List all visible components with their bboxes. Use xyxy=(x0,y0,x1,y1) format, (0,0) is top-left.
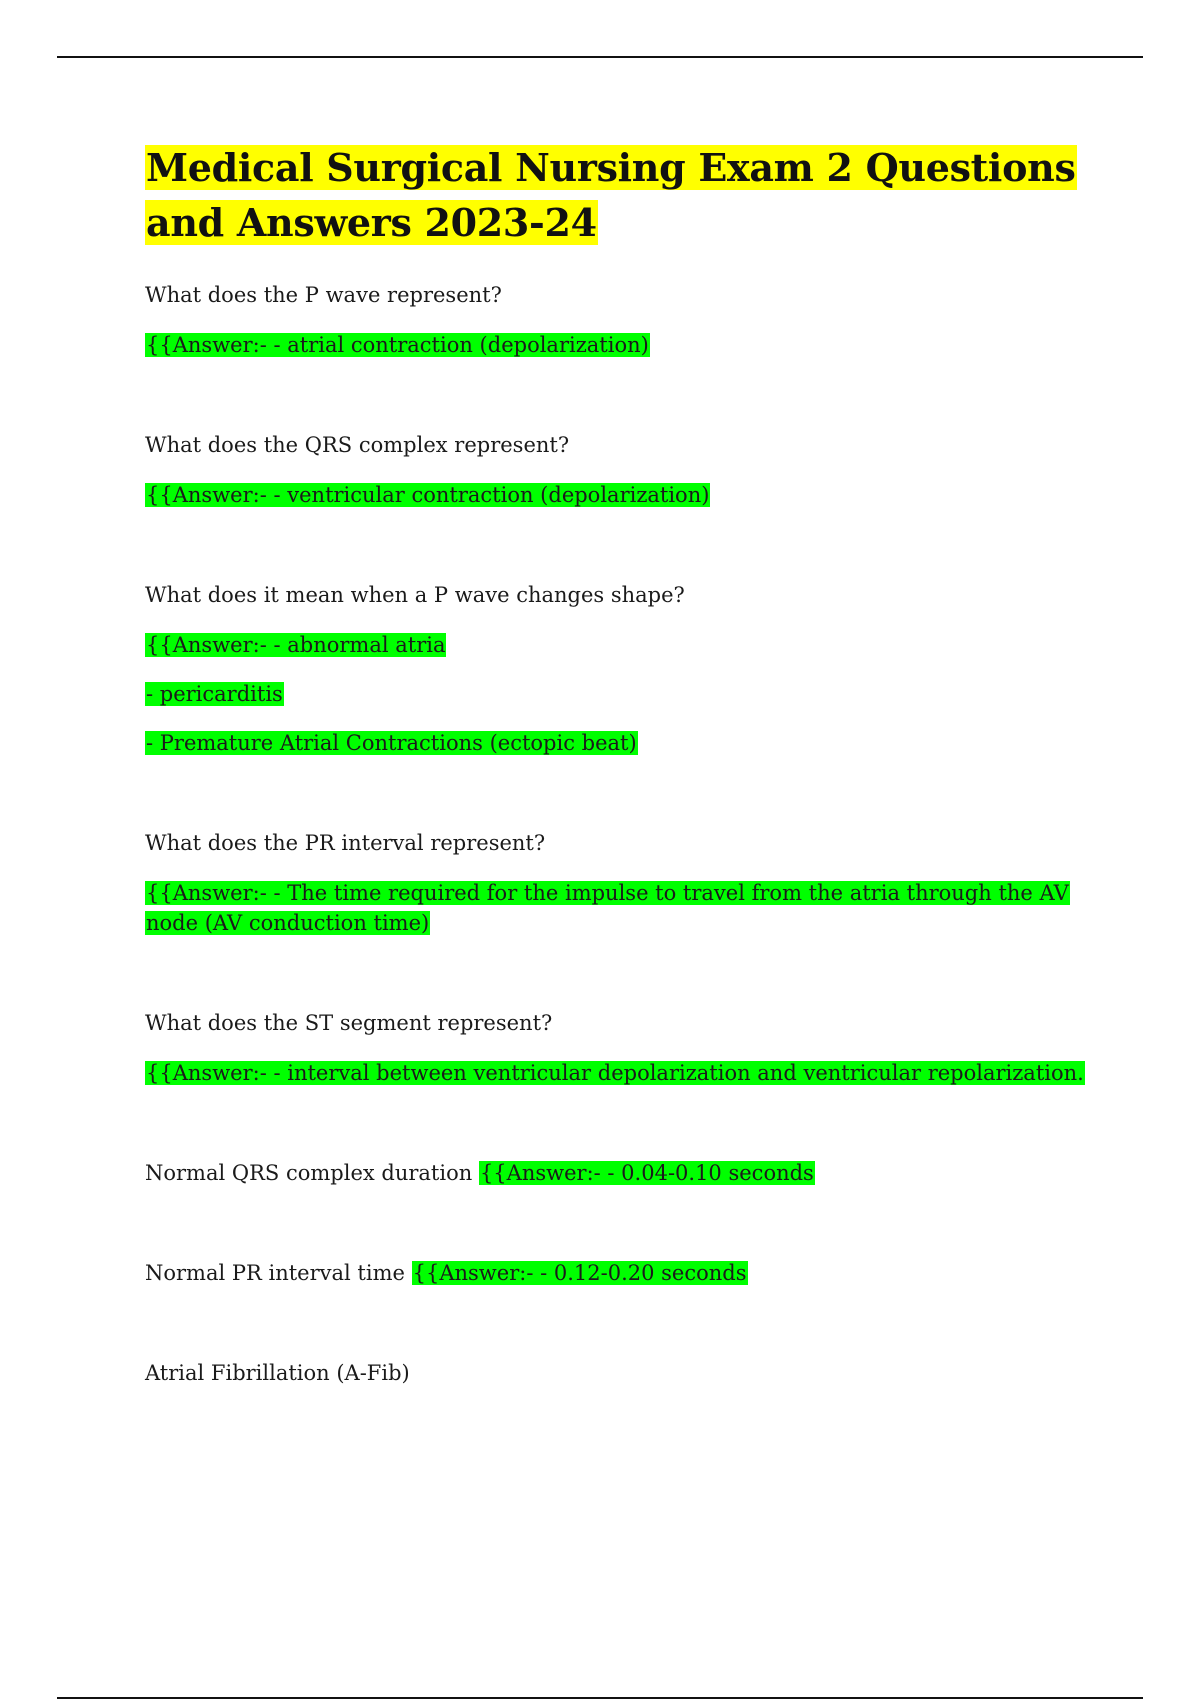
answer-text: {{Answer:- - atrial contraction (depolarization) xyxy=(146,333,649,357)
answer-text: {{Answer:- - ventricular contraction (depolarization) xyxy=(146,483,710,507)
question-text: What does it mean when a P wave changes shape? xyxy=(145,583,685,607)
question-text: What does the ST segment represent? xyxy=(145,1011,553,1035)
answer-text: - pericarditis xyxy=(146,682,283,706)
answer-text: {{Answer:- - interval between ventricular depolarization and ventricular repolarization. xyxy=(146,1061,1084,1085)
document-body xyxy=(145,140,1085,1388)
answer-text: {{Answer:- - The time required for the impulse to travel from the atria through the AV node (AV conduction time) xyxy=(146,881,1069,935)
footer-rule xyxy=(57,1697,1143,1699)
inline-qa xyxy=(145,1158,1085,1188)
answer-text: {{Answer:- - 0.04-0.10 seconds xyxy=(479,1161,814,1185)
question-text: What does the PR interval represent? xyxy=(145,831,546,855)
question-text: What does the QRS complex represent? xyxy=(145,433,570,457)
question-text: What does the P wave represent? xyxy=(145,283,502,307)
question-text: Normal PR interval time xyxy=(145,1261,405,1285)
question-text: Atrial Fibrillation (A-Fib) xyxy=(145,1361,410,1385)
answer-text: {{Answer:- - 0.12-0.20 seconds xyxy=(412,1261,747,1285)
header-rule xyxy=(57,56,1143,58)
answer-text: - Premature Atrial Contractions (ectopic beat) xyxy=(146,731,637,755)
inline-qa xyxy=(145,1258,1085,1288)
document-title: Medical Surgical Nursing Exam 2 Questions and Answers 2023-24 xyxy=(146,145,1076,245)
question-text: Normal QRS complex duration xyxy=(145,1161,473,1185)
answer-text: {{Answer:- - abnormal atria xyxy=(146,633,446,657)
